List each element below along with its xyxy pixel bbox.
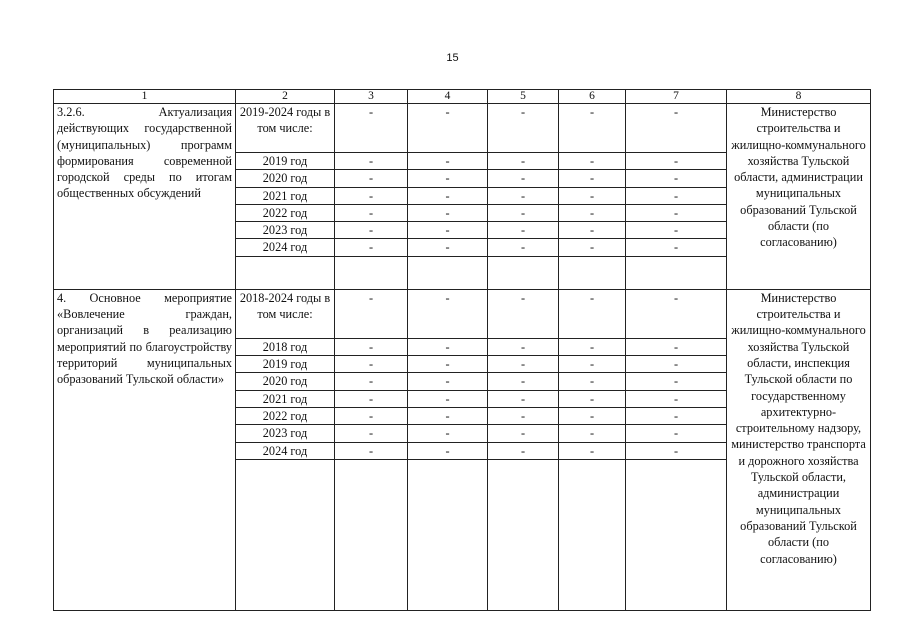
header-cell-2: 2 <box>236 90 335 104</box>
value-cell-col-3: - <box>335 338 408 355</box>
value-cell-col-3: - <box>335 407 408 424</box>
year-cell: 2024 год <box>236 442 335 459</box>
year-cell: 2020 год <box>236 373 335 390</box>
value-cell-col-7: - <box>626 407 727 424</box>
value-cell-col-7: - <box>626 390 727 407</box>
blank-cell <box>626 459 727 610</box>
value-cell-col-4: - <box>408 104 488 153</box>
year-cell: 2019 год <box>236 356 335 373</box>
value-cell-col-7: - <box>626 187 727 204</box>
value-cell-col-4: - <box>408 425 488 442</box>
blank-cell <box>559 256 626 289</box>
value-cell-col-6: - <box>559 338 626 355</box>
value-cell-col-7: - <box>626 338 727 355</box>
value-cell-col-5: - <box>488 153 559 170</box>
header-cell-7: 7 <box>626 90 727 104</box>
value-cell-col-3: - <box>335 373 408 390</box>
value-cell-col-6: - <box>559 104 626 153</box>
value-cell-col-5: - <box>488 222 559 239</box>
value-cell-col-7: - <box>626 153 727 170</box>
period-cell: 2018-2024 годы в том числе: <box>236 289 335 338</box>
value-cell-col-3: - <box>335 442 408 459</box>
value-cell-col-7: - <box>626 170 727 187</box>
value-cell-col-4: - <box>408 338 488 355</box>
blank-cell <box>626 256 727 289</box>
value-cell-col-3: - <box>335 425 408 442</box>
value-cell-col-3: - <box>335 239 408 256</box>
value-cell-col-3: - <box>335 204 408 221</box>
value-cell-col-4: - <box>408 373 488 390</box>
value-cell-col-4: - <box>408 356 488 373</box>
activity-description: 4. Основное мероприятие «Вовлечение граждан, организаций в реализацию мероприятий по благоустройству территорий муниципальных образований Тульской области» <box>54 289 236 610</box>
year-cell: 2023 год <box>236 425 335 442</box>
value-cell-col-5: - <box>488 338 559 355</box>
blank-cell <box>236 256 335 289</box>
value-cell-col-5: - <box>488 170 559 187</box>
header-cell-6: 6 <box>559 90 626 104</box>
value-cell-col-4: - <box>408 170 488 187</box>
value-cell-col-4: - <box>408 390 488 407</box>
value-cell-col-5: - <box>488 390 559 407</box>
value-cell-col-5: - <box>488 373 559 390</box>
year-cell: 2022 год <box>236 204 335 221</box>
blank-cell <box>335 256 408 289</box>
value-cell-col-5: - <box>488 204 559 221</box>
activity-description: 3.2.6. Актуализация действующих государственной (муниципальных) программ формирования современной городской среды по итогам общественных обсуждений <box>54 104 236 290</box>
blank-cell <box>335 459 408 610</box>
blank-cell <box>236 459 335 610</box>
value-cell-col-4: - <box>408 289 488 338</box>
value-cell-col-4: - <box>408 407 488 424</box>
value-cell-col-7: - <box>626 204 727 221</box>
value-cell-col-5: - <box>488 104 559 153</box>
value-cell-col-4: - <box>408 239 488 256</box>
value-cell-col-3: - <box>335 104 408 153</box>
value-cell-col-3: - <box>335 153 408 170</box>
value-cell-col-6: - <box>559 289 626 338</box>
blank-cell <box>488 459 559 610</box>
blank-cell <box>408 256 488 289</box>
value-cell-col-5: - <box>488 442 559 459</box>
value-cell-col-3: - <box>335 289 408 338</box>
program-activities-table <box>53 89 871 611</box>
value-cell-col-7: - <box>626 239 727 256</box>
value-cell-col-5: - <box>488 407 559 424</box>
year-cell: 2018 год <box>236 338 335 355</box>
blank-cell <box>408 459 488 610</box>
header-cell-1: 1 <box>54 90 236 104</box>
period-cell: 2019-2024 годы в том числе: <box>236 104 335 153</box>
value-cell-col-4: - <box>408 187 488 204</box>
value-cell-col-6: - <box>559 425 626 442</box>
value-cell-col-5: - <box>488 425 559 442</box>
responsible-executors: Министерство строительства и жилищно-коммунального хозяйства Тульской области, инспекция Тульской области по государственному архитектурно-строительному надзору, министерство транспорта и дорожного хозяйства Тульской области, администрации муниципальных образований Тульской области (по согласованию) <box>727 289 871 610</box>
year-cell: 2021 год <box>236 390 335 407</box>
value-cell-col-6: - <box>559 204 626 221</box>
value-cell-col-3: - <box>335 170 408 187</box>
value-cell-col-4: - <box>408 222 488 239</box>
header-cell-4: 4 <box>408 90 488 104</box>
value-cell-col-6: - <box>559 442 626 459</box>
year-cell: 2019 год <box>236 153 335 170</box>
value-cell-col-7: - <box>626 289 727 338</box>
value-cell-col-5: - <box>488 239 559 256</box>
value-cell-col-6: - <box>559 356 626 373</box>
value-cell-col-7: - <box>626 442 727 459</box>
header-cell-5: 5 <box>488 90 559 104</box>
value-cell-col-4: - <box>408 204 488 221</box>
value-cell-col-4: - <box>408 153 488 170</box>
block-1-period-row <box>54 104 871 153</box>
value-cell-col-7: - <box>626 356 727 373</box>
header-row <box>54 90 871 104</box>
year-cell: 2023 год <box>236 222 335 239</box>
value-cell-col-3: - <box>335 222 408 239</box>
table-body <box>54 104 871 611</box>
value-cell-col-6: - <box>559 373 626 390</box>
value-cell-col-6: - <box>559 239 626 256</box>
blank-cell <box>488 256 559 289</box>
value-cell-col-7: - <box>626 222 727 239</box>
value-cell-col-6: - <box>559 407 626 424</box>
header-cell-8: 8 <box>727 90 871 104</box>
value-cell-col-3: - <box>335 356 408 373</box>
value-cell-col-6: - <box>559 170 626 187</box>
year-cell: 2021 год <box>236 187 335 204</box>
value-cell-col-3: - <box>335 390 408 407</box>
block-2-period-row <box>54 289 871 338</box>
value-cell-col-6: - <box>559 222 626 239</box>
page-number: 15 <box>446 52 459 64</box>
year-cell: 2020 год <box>236 170 335 187</box>
value-cell-col-3: - <box>335 187 408 204</box>
year-cell: 2024 год <box>236 239 335 256</box>
year-cell: 2022 год <box>236 407 335 424</box>
value-cell-col-5: - <box>488 356 559 373</box>
value-cell-col-6: - <box>559 390 626 407</box>
responsible-executors: Министерство строительства и жилищно-коммунального хозяйства Тульской области, администрации муниципальных образований Тульской области (по согласованию) <box>727 104 871 290</box>
value-cell-col-6: - <box>559 153 626 170</box>
value-cell-col-6: - <box>559 187 626 204</box>
blank-cell <box>559 459 626 610</box>
value-cell-col-7: - <box>626 373 727 390</box>
value-cell-col-5: - <box>488 187 559 204</box>
header-cell-3: 3 <box>335 90 408 104</box>
value-cell-col-7: - <box>626 104 727 153</box>
value-cell-col-7: - <box>626 425 727 442</box>
value-cell-col-5: - <box>488 289 559 338</box>
value-cell-col-4: - <box>408 442 488 459</box>
